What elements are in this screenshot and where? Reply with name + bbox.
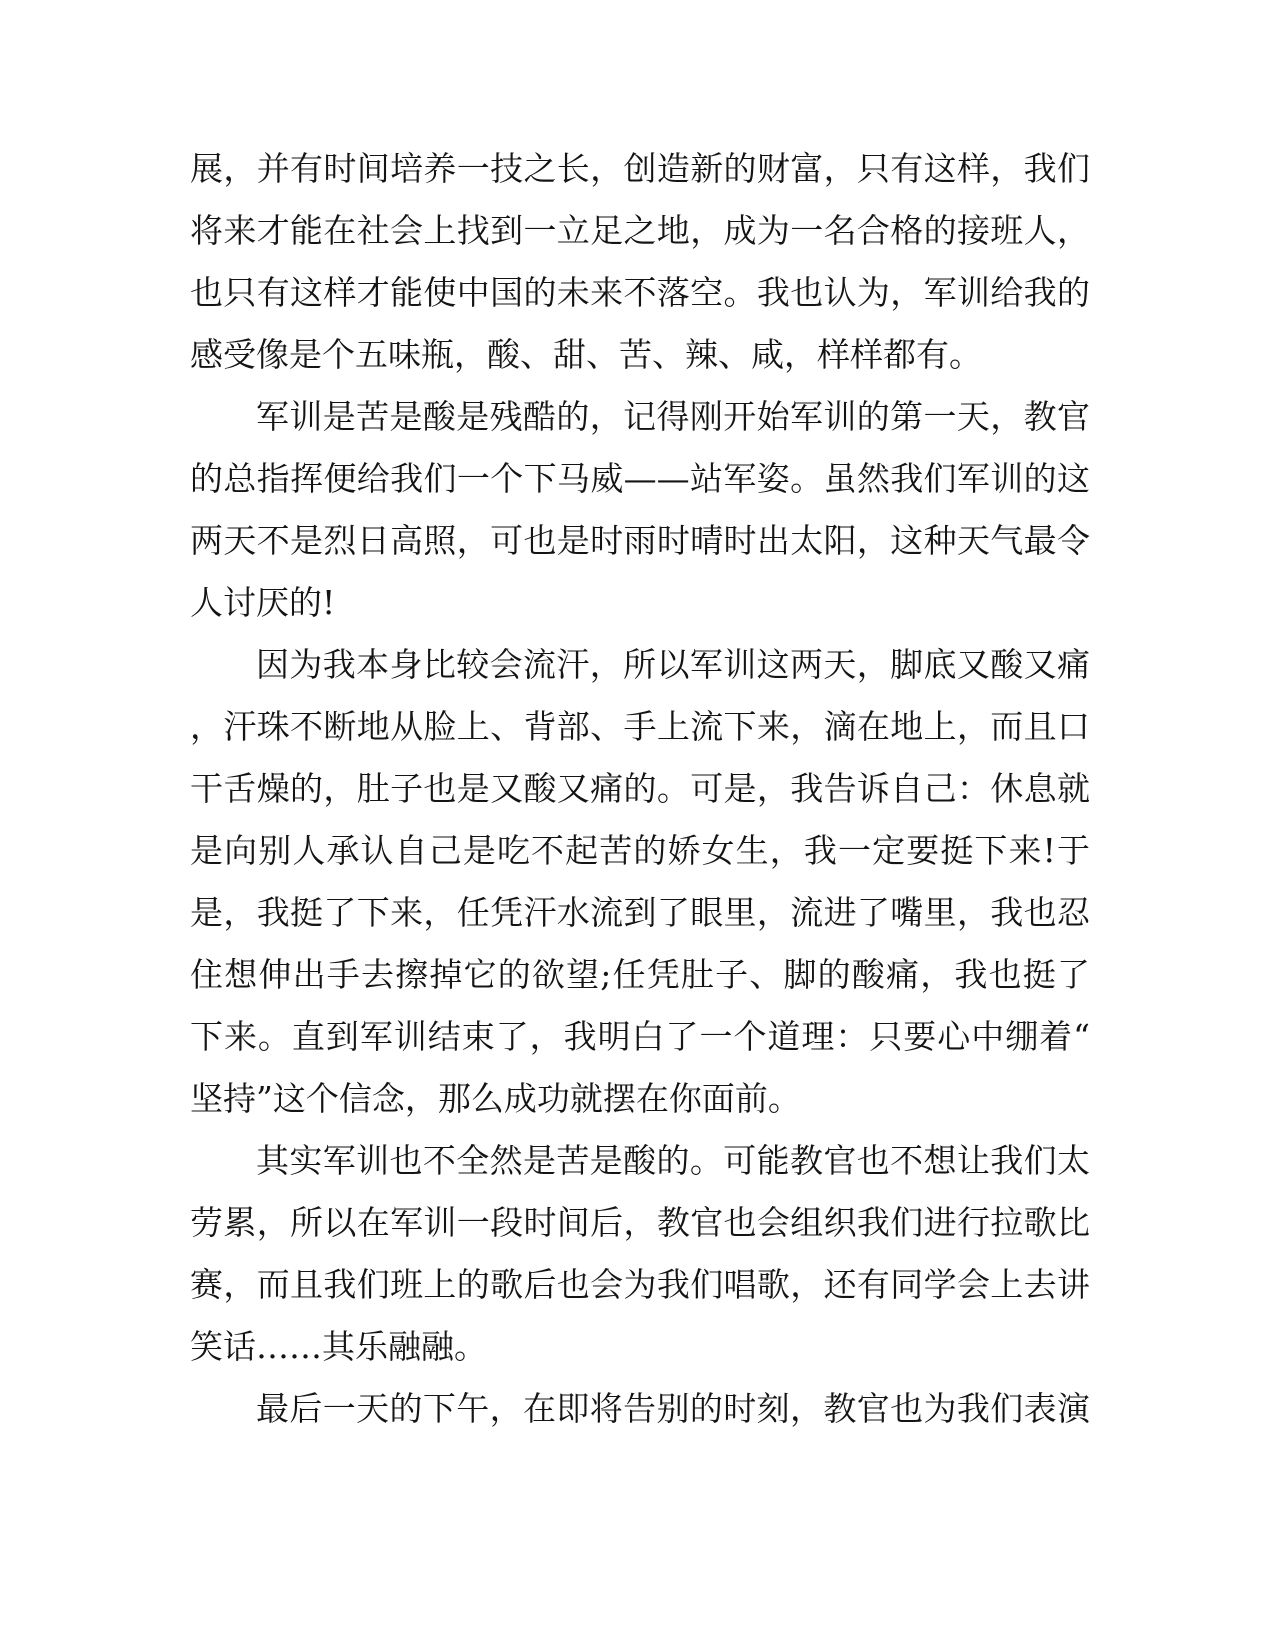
text-line: 因为我本身比较会流汗，所以军训这两天，脚底又酸又痛 bbox=[256, 645, 1090, 684]
text-line: 坚持”这个信念，那么成功就摆在你面前。 bbox=[190, 1079, 801, 1118]
text-line: 两天不是烈日高照，可也是时雨时晴时出太阳，这种天气最令 bbox=[190, 521, 1090, 560]
text-line: 人讨厌的! bbox=[190, 583, 336, 622]
text-line: 的总指挥便给我们一个下马威——站军姿。虽然我们军训的这 bbox=[190, 459, 1090, 498]
text-line: 展，并有时间培养一技之长，创造新的财富，只有这样，我们 bbox=[190, 149, 1090, 188]
text-line: 是向别人承认自己是吃不起苦的娇女生，我一定要挺下来!于 bbox=[190, 831, 1090, 870]
body-text bbox=[190, 138, 1090, 1440]
text-line: 赛，而且我们班上的歌后也会为我们唱歌，还有同学会上去讲 bbox=[190, 1265, 1090, 1304]
text-line: 笑话……其乐融融。 bbox=[190, 1327, 487, 1366]
text-line: 下来。直到军训结束了，我明白了一个道理：只要心中绷着“ bbox=[190, 1017, 1090, 1056]
text-line: 将来才能在社会上找到一立足之地，成为一名合格的接班人， bbox=[190, 211, 1090, 250]
text-line: 其实军训也不全然是苦是酸的。可能教官也不想让我们太 bbox=[256, 1141, 1090, 1180]
text-line: 干舌燥的，肚子也是又酸又痛的。可是，我告诉自己：休息就 bbox=[190, 769, 1090, 808]
text-line: 最后一天的下午，在即将告别的时刻，教官也为我们表演 bbox=[256, 1389, 1090, 1428]
text-line: 劳累，所以在军训一段时间后，教官也会组织我们进行拉歌比 bbox=[190, 1203, 1090, 1242]
text-line: 是，我挺了下来，任凭汗水流到了眼里，流进了嘴里，我也忍 bbox=[190, 893, 1090, 932]
text-line: 军训是苦是酸是残酷的，记得刚开始军训的第一天，教官 bbox=[256, 397, 1090, 436]
text-line: 感受像是个五味瓶，酸、甜、苦、辣、咸，样样都有。 bbox=[190, 335, 982, 374]
text-line: 住想伸出手去擦掉它的欲望;任凭肚子、脚的酸痛，我也挺了 bbox=[190, 955, 1090, 994]
text-line: 也只有这样才能使中国的未来不落空。我也认为，军训给我的 bbox=[190, 273, 1090, 312]
text-line: ，汗珠不断地从脸上、背部、手上流下来，滴在地上，而且口 bbox=[190, 707, 1090, 746]
